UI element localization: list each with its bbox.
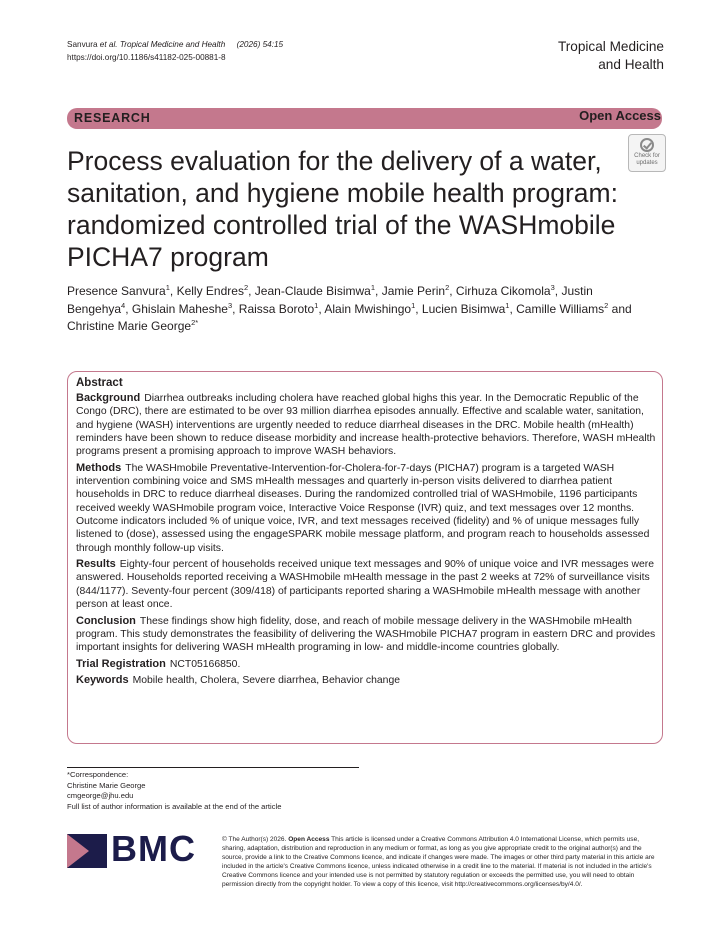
abstract-section-text: These findings show high fidelity, dose, and reach of mobile message delivery in the WASHmobile mHealth program. This study demonstrates the feasibility of delivering the WASHmobile PICHA7 program in eastern DRC and provides important insights for delivering WASH mHealth programing in low- and middle-income countries globally. xyxy=(76,615,656,654)
author-name[interactable]: Presence Sanvura xyxy=(67,284,166,298)
journal-name-line1: Tropical Medicine xyxy=(557,39,664,54)
abstract-section-label: Trial Registration xyxy=(76,657,166,670)
author-affiliation: 2* xyxy=(191,318,199,327)
check-updates-line2: updates xyxy=(636,160,658,166)
license-copyright: © The Author(s) 2026. xyxy=(222,836,287,843)
correspondence-label: *Correspondence: xyxy=(67,770,129,779)
author-name[interactable]: Alain Mwishingo xyxy=(324,301,412,316)
author-name[interactable]: Jamie Perin xyxy=(381,284,446,298)
abstract-section xyxy=(76,615,658,655)
author-name[interactable]: Jean-Claude Bisimwa xyxy=(254,284,371,298)
author-separator: , xyxy=(318,301,325,316)
citation: (2026) 54:15 xyxy=(236,40,284,49)
author-affiliation: 1 xyxy=(314,300,319,310)
license-open-access: Open Access xyxy=(288,836,330,843)
correspondence-name: Christine Marie George xyxy=(67,780,146,790)
article-title: Process evaluation for the delivery of a water, sanitation, and hygiene mobile health program: randomized controlled trial of the WASHmobile PICHA7 program xyxy=(67,146,618,272)
article-type-label: RESEARCH xyxy=(74,111,151,125)
abstract-section-label: Conclusion xyxy=(76,614,136,627)
abstract-section xyxy=(76,462,658,555)
author-affiliation: 2 xyxy=(445,283,450,292)
open-access-label: Open Access xyxy=(579,108,661,123)
author-name[interactable]: Cirhuza Cikomola xyxy=(455,284,551,298)
author-separator: , xyxy=(415,301,422,316)
footnote-rule xyxy=(67,767,359,768)
author-affiliation: 3 xyxy=(227,300,233,310)
short-author: Sanvura xyxy=(67,40,98,49)
bmc-logo xyxy=(67,828,207,872)
check-updates-line1: Check for xyxy=(634,153,660,159)
abstract-section-text: NCT05166850. xyxy=(169,658,241,670)
journal-name-line2: and Health xyxy=(598,57,664,72)
author-list xyxy=(67,283,657,336)
journal-name xyxy=(558,38,664,74)
check-updates-icon xyxy=(640,138,654,152)
author-name[interactable]: Lucien Bisimwa xyxy=(421,301,506,316)
journal-italic: Tropical Medicine and Health xyxy=(119,40,226,49)
author-name[interactable]: Raissa Boroto xyxy=(238,301,315,316)
abstract-section-text: Mobile health, Cholera, Severe diarrhea, Behavior change xyxy=(132,674,401,686)
author-info-note: Full list of author information is available at the end of the article xyxy=(67,801,282,811)
bmc-logo-mark-icon xyxy=(67,834,107,868)
author-name[interactable]: Ghislain Maheshe xyxy=(131,301,228,316)
author-affiliation: 1 xyxy=(165,283,170,292)
license-body: This article is licensed under a Creative Commons Attribution 4.0 International License, which permits use, sharing, adaptation, distribution and reproduction in any medium or format, as long as you give appropriate credit to the original author(s) and the source, provide a link to the Creative Commons licence, and indicate if changes were made. The images or other third party material in this article are included in the article's Creative Commons licence, unless indicated otherwise in a credit line to the material. If material is not included in the article's Creative Commons licence and your intended use is not permitted by statutory regulation or exceeds the permitted use, you will need to obtain permission directly from the copyright holder. To view a copy of this licence, visit xyxy=(222,836,655,889)
abstract-section xyxy=(76,658,658,671)
author-affiliation: 1 xyxy=(370,283,376,292)
author-affiliation: 1 xyxy=(505,300,510,310)
abstract-section-label: Keywords xyxy=(76,673,129,686)
abstract-section-label: Results xyxy=(76,558,116,571)
abstract-section-label: Background xyxy=(76,392,141,404)
author-name[interactable]: Justin Bengehya xyxy=(67,284,593,316)
abstract-section-text: Diarrhea outbreaks including cholera have reached global highs this year. In the Democratic Republic of the Congo (DRC), there are estimated to be over 93 million diarrhea episodes annually. Effective and scalable water, sanitation, and hygiene (WASH) interventions are urgently needed to reduce diarrheal diseases in the DRC. Mobile health (mHealth) reminders have been shown to reduce disease morbidity and increase health-protective behaviors. Therefore, WASH mHealth programs present a promising approach to improve WASH behaviors. xyxy=(76,393,656,458)
abstract-section xyxy=(76,674,658,687)
author-separator: , xyxy=(248,284,255,298)
abstract-section-text: Eighty-four percent of households received unique text messages and 90% of unique voice and IVR messages were answered. Households reported receiving a WASHmobile mHealth message in the past 2 weeks at 72% of surveillance visits (844/1177). Seventy-four percent (309/418) of participants reported sharing a WASHmobile mHealth message with another person at least once. xyxy=(76,559,655,611)
author-separator: , xyxy=(169,284,177,298)
author-separator: , xyxy=(125,301,132,316)
author-affiliation: 2 xyxy=(604,300,609,310)
author-affiliation: 1 xyxy=(411,300,416,310)
author-affiliation: 4 xyxy=(121,300,126,310)
abstract-section xyxy=(76,392,658,459)
abstract-section-label: Methods xyxy=(76,461,122,474)
author-affiliation: 3 xyxy=(550,283,555,292)
correspondence-footnote xyxy=(67,770,281,812)
bmc-logo-text: BMC xyxy=(111,828,196,869)
abstract-section xyxy=(76,558,658,611)
author-separator: , xyxy=(554,284,562,298)
author-separator: , xyxy=(375,284,382,298)
abstract-heading: Abstract xyxy=(76,377,123,389)
check-for-updates-button[interactable] xyxy=(628,134,666,172)
abstract-sections xyxy=(76,392,658,687)
doi-link[interactable]: https://doi.org/10.1186/s41182-025-00881-8 xyxy=(67,52,226,62)
author-name[interactable]: Kelly Endres xyxy=(176,284,244,298)
running-header xyxy=(67,39,283,64)
author-separator: and xyxy=(608,301,632,316)
author-name[interactable]: Christine Marie George xyxy=(67,319,192,333)
correspondence-email[interactable]: cmgeorge@jhu.edu xyxy=(67,791,134,800)
citation-line xyxy=(67,39,283,52)
license-text: © The Author(s) 2026. Open Access This article is licensed under a Creative Commons Attribution 4.0 International License, which permits use, sharing, adaptation, distribution and reproduction in any medium or format, as long as you give appropriate credit to the original author(s) and the source, provide a link to the Creative Commons licence, and indicate if changes were made. The images or other third party material in this article are included in the article's Creative Commons licence, unless indicated otherwise in a credit line to the material. If material is not included in the article's Creative Commons licence and your intended use is not permitted by statutory regulation or exceeds the permitted use, you will need to obtain permission directly from the copyright holder. To view a copy of this licence, visit http://creativecommons.org/licenses/by/4.0/. xyxy=(222,836,655,889)
author-separator: , xyxy=(509,301,517,316)
license-link[interactable]: http://creativecommons.org/licenses/by/4.0/ xyxy=(454,881,581,889)
research-banner xyxy=(67,108,662,129)
abstract xyxy=(76,376,658,690)
author-name[interactable]: Camille Williams xyxy=(516,301,605,316)
author-separator: , xyxy=(232,301,239,316)
author-separator: , xyxy=(449,284,456,298)
abstract-section-text: The WASHmobile Preventative-Intervention-for-Cholera-for-7-days (PICHA7) program is a targeted WASH intervention combining voice and SMS mHealth messages and quarterly in-person visits delivered to diarrhea patient households in DRC to reduce diarrheal diseases. During the randomized controlled trial of WASHmobile, 1196 participants received weekly WASHmobile program voice, Interactive Voice Response (IVR) quiz, and text messages over 12 months. Outcome indicators included % of unique voice, IVR, and text messages received (fidelity) and % of unique messages fully listened to (dose), assessed using the engageSPARK mobile message platform, and program reach to households assessed through monthly follow-up visits. xyxy=(76,462,650,554)
et-al: et al. xyxy=(99,40,118,49)
author-affiliation: 2 xyxy=(243,283,249,292)
